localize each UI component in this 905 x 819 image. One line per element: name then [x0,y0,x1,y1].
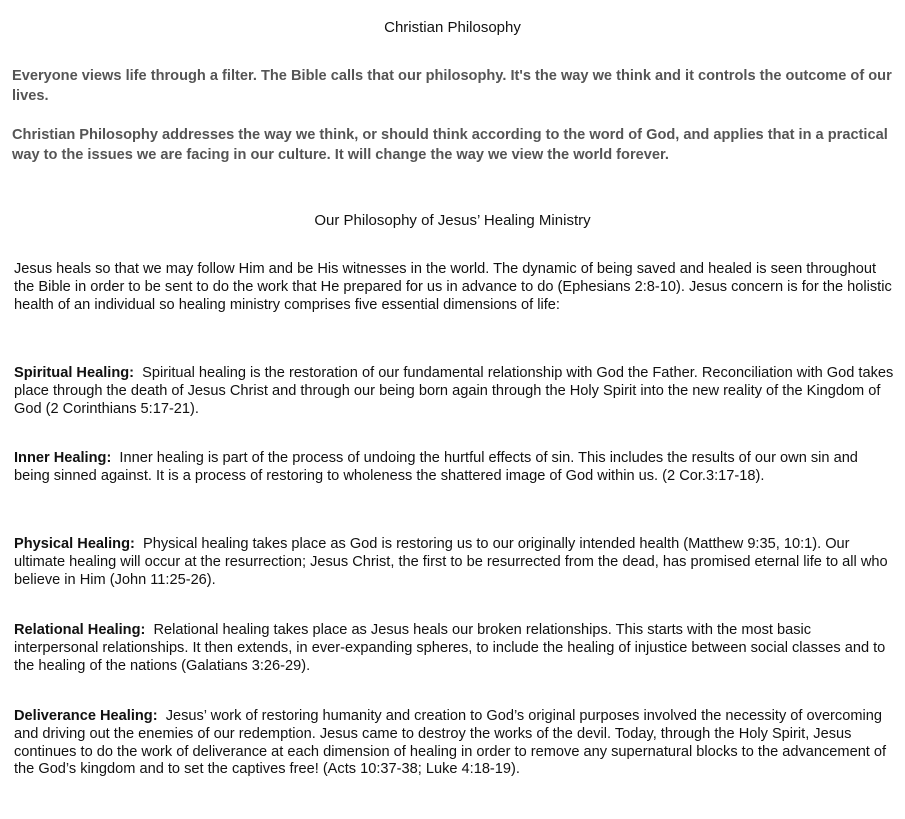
intro-paragraph-2: Christian Philosophy addresses the way we think, or should think according to the word of God, and applies that in a practical way to the issues we are facing in our culture. It will change the way we view the world forever. [12,127,888,163]
intro-paragraph-1: Everyone views life through a filter. The Bible calls that our philosophy. It's the way we think and it controls the outcome of our lives. [12,68,892,104]
physical-healing-heading: Physical Healing: [14,536,135,552]
opening-paragraph: Jesus heals so that we may follow Him and be His witnesses in the world. The dynamic of being saved and healed is seen throughout the Bible in order to be sent to do the work that He prepared for us in advance to do (Ephesians 2:8-10). Jesus concern is for the holistic health of an individual so healing ministry comprises five essential dimensions of life: [14,261,892,313]
deliverance-healing-text: Jesus’ work of restoring humanity and creation to God’s original purposes involved the necessity of overcoming and driving out the enemies of our redemption. Jesus came to destroy the works of the devil. Today, through the Holy Spirit, Jesus continues to do the work of deliverance at each dimension of healing in order to remove any supernatural blocks to the advancement of the God’s kingdom and to set the captives free! (Acts 10:37-38; Luke 4:18-19). [14,708,887,778]
spiritual-healing-text: Spiritual healing is the restoration of our fundamental relationship with God the Father. Reconciliation with God takes place through the death of Jesus Christ and through our being born again through the Holy Spirit into the new reality of the Kingdom of God (2 Corinthians 5:17-21). [14,365,894,417]
section-subtitle: Our Philosophy of Jesus’ Healing Ministry [314,212,591,229]
inner-healing-paragraph [14,450,894,486]
spiritual-healing-heading: Spiritual Healing: [14,365,135,381]
inner-healing-text: Inner healing is part of the process of undoing the hurtful effects of sin. This includes the results of our own sin and being sinned against. It is a process of restoring to wholeness the shattered image of God within us. (2 Cor.3:17-18). [14,450,858,484]
page-title: Christian Philosophy [384,19,521,36]
relational-healing-paragraph [14,622,894,675]
deliverance-healing-paragraph [14,708,894,779]
relational-healing-heading: Relational Healing: [14,622,146,638]
deliverance-healing-heading: Deliverance Healing: [14,708,158,724]
relational-healing-text: Relational healing takes place as Jesus heals our broken relationships. This starts with the most basic interpersonal relationships. It then extends, in ever-expanding spheres, to include the healing of injustice between social classes and to the healing of the nations (Galatians 3:26-29). [14,622,886,674]
physical-healing-text: Physical healing takes place as God is restoring us to our originally intended health (Matthew 9:35, 10:1). Our ultimate healing will occur at the resurrection; Jesus Christ, the first to be resurrected from the dead, has promised eternal life to all who believe in Him (John 11:25-26). [14,536,888,588]
physical-healing-paragraph [14,536,894,589]
inner-healing-heading: Inner Healing: [14,450,112,466]
spiritual-healing-paragraph [14,365,894,418]
